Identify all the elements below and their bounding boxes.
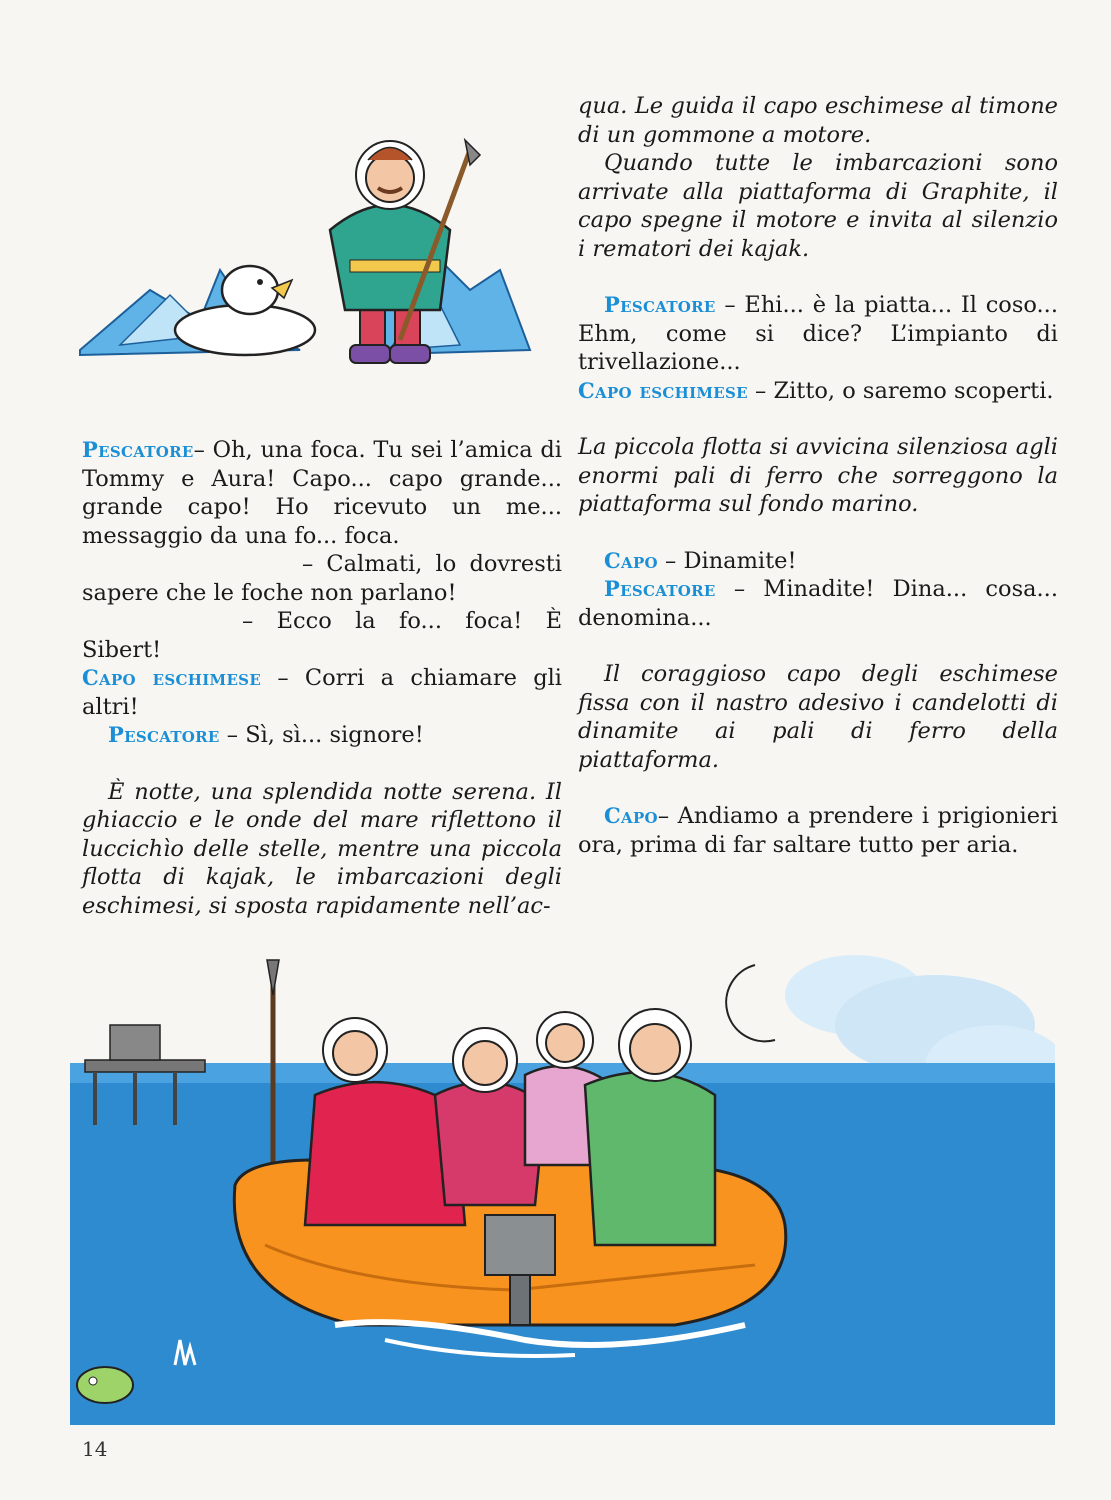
narration-paragraph: qua. Le guida il capo eschimese al timone di un gommone a motore. (578, 93, 1058, 148)
speaker-label: Pescatore (108, 722, 220, 747)
dialogue-line (578, 547, 1058, 576)
dialogue-text: – Sì, sì... signore! (219, 722, 424, 748)
dialogue-text: – Ecco la fo... foca! È Sibert! (82, 608, 562, 663)
left-text-column (82, 436, 562, 920)
seal-figure (175, 266, 315, 355)
dialogue-text: – Dinamite! (657, 547, 797, 574)
dialogue-line (82, 664, 562, 721)
speaker-label: Capo (604, 803, 658, 828)
page-number: 14 (82, 1437, 108, 1461)
dialogue-line (578, 377, 1058, 406)
dialogue-line (578, 291, 1058, 377)
eskimo-and-seal-illustration (60, 120, 540, 400)
dialogue-text: – Minadite! Dina... cosa... denomina... (578, 576, 1058, 631)
dialogue-text: – Zitto, o saremo scoperti. (747, 377, 1054, 404)
narration-paragraph: È notte, una splendida notte serena. Il ghiaccio e le onde del mare riflettono il luccichìo delle stelle, mentre una piccola flotta di kajak, le imbarcazioni degli eschimesi, si sposta rapidamente nell’ac- (82, 778, 562, 919)
speaker-label: Capo eschimese (578, 377, 748, 403)
right-text-column (578, 92, 1058, 859)
fish-icon (77, 1367, 133, 1403)
dialogue-text: – Ehi... è la piatta... Il coso... Ehm, come si dice? L’impianto di trivellazione... (578, 292, 1058, 375)
dialogue-line (578, 575, 1058, 632)
speaker-label: Pescatore (82, 437, 194, 462)
dialogue-line (82, 550, 562, 607)
dialogue-text: – Corri a chiamare gli altri! (82, 665, 563, 720)
dialogue-text: – Andiamo a prendere i prigionieri ora, prima di far saltare tutto per aria. (578, 803, 1058, 858)
dialogue-text: – Oh, una foca. Tu sei l’amica di Tommy e Aura! Capo... capo grande... grande capo! Ho ricevuto un me... messaggio da una fo... foca. (82, 437, 562, 549)
dialogue-line (82, 721, 562, 750)
dialogue-text: – Calmati, lo dovresti sapere che le foche non parlano! (82, 551, 562, 606)
speaker-label: Pescatore (604, 576, 716, 601)
dialogue-line (82, 607, 562, 664)
speaker-label: Capo eschimese (82, 665, 262, 690)
narration-paragraph: La piccola flotta si avvicina silenziosa agli enormi pali di ferro che sorreggono la piattaforma sul fondo marino. (578, 434, 1058, 517)
speaker-label: Capo (604, 547, 658, 573)
narration-paragraph: Il coraggioso capo degli eschimese fissa con il nastro adesivo i candelotti di dinamite ai pali di ferro della piattaforma. (578, 661, 1058, 773)
narration-paragraph: Quando tutte le imbarcazioni sono arrivate alla piattaforma di Graphite, il capo spegne il motore e invita al silenzio i rematori dei kajak. (578, 150, 1058, 262)
dialogue-line (82, 436, 562, 550)
speaker-label: Pescatore (604, 292, 716, 317)
dialogue-line (578, 802, 1058, 859)
eskimos-boat-illustration (55, 945, 1055, 1430)
